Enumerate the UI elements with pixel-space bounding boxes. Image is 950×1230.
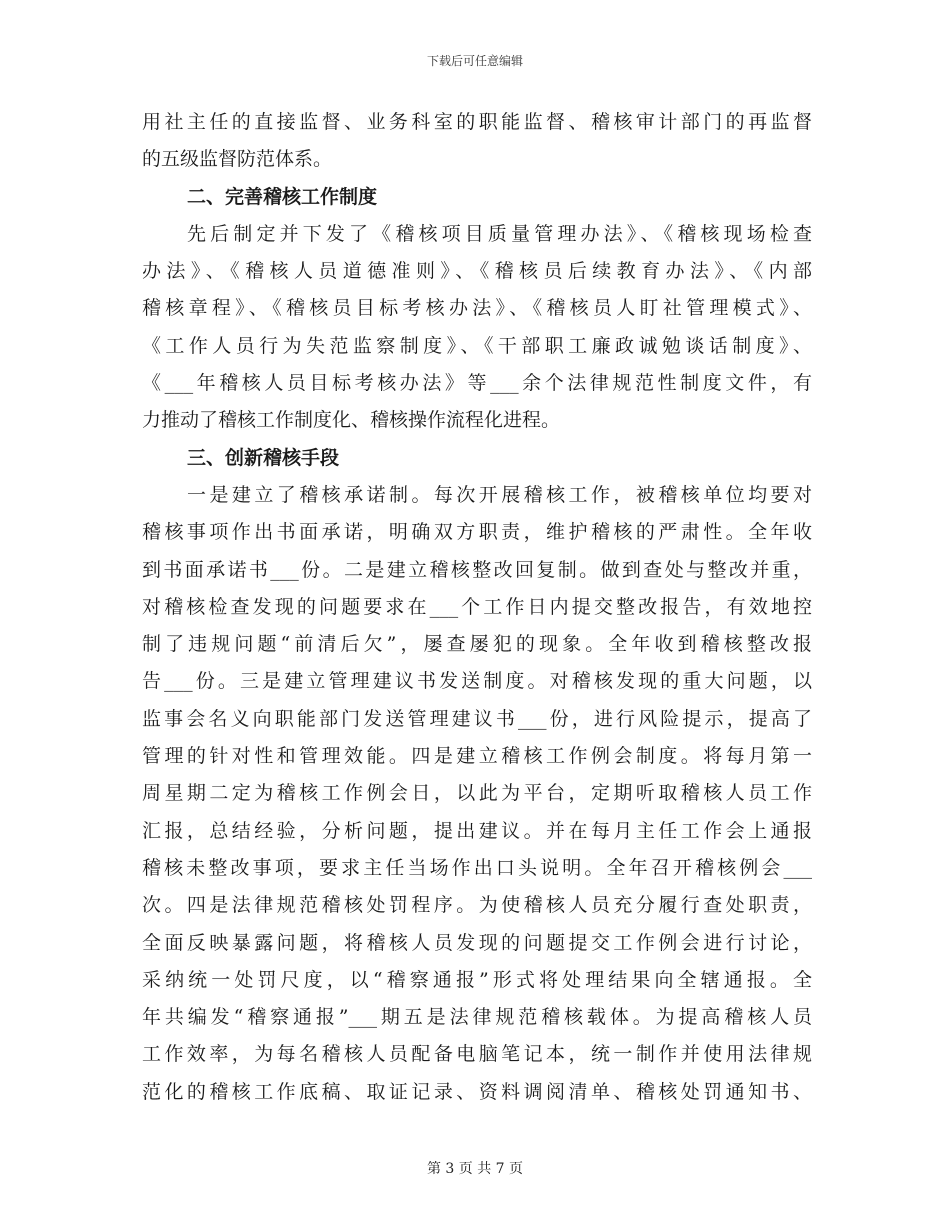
text-line: 《工作人员行为失范监察制度》、《干部职工廉政诚勉谈话制度》、 — [142, 334, 812, 357]
text-line: 一是建立了稽核承诺制。每次开展稽核工作，被稽核单位均要对 — [187, 483, 812, 506]
page-number: 第 3 页 共 7 页 — [426, 1161, 524, 1177]
section-heading: 二、完善稽核工作制度 — [187, 185, 378, 208]
text-line: 全面反映暴露问题，将稽核人员发现的问题提交工作例会进行讨论， — [142, 931, 812, 954]
document-body — [142, 104, 812, 1111]
text-line: 制了违规问题“前清后欠”，屡查屡犯的现象。全年收到稽核整改报 — [142, 633, 812, 656]
text-line: 办法》、《稽核人员道德准则》、《稽核员后续教育办法》、《内部 — [142, 260, 812, 283]
text-line: 工作效率，为每名稽核人员配备电脑笔记本，统一制作并使用法律规 — [142, 1043, 812, 1066]
section-heading: 三、创新稽核手段 — [187, 446, 340, 469]
text-line: 次。四是法律规范稽核处罚程序。为使稽核人员充分履行查处职责， — [142, 894, 812, 917]
text-line: 管理的针对性和管理效能。四是建立稽核工作例会制度。将每月第一 — [142, 745, 812, 768]
text-line: 汇报，总结经验，分析问题，提出建议。并在每月主任工作会上通报 — [142, 819, 812, 842]
text-line: 对稽核检查发现的问题要求在___个工作日内提交整改报告，有效地控 — [142, 595, 812, 618]
text-line: 用社主任的直接监督、业务科室的职能监督、稽核审计部门的再监督 — [142, 111, 812, 133]
text-line: 稽核章程》、《稽核员目标考核办法》、《稽核员人盯社管理模式》、 — [142, 297, 812, 320]
text-line: 年共编发“稽察通报”___期五是法律规范稽核载体。为提高稽核人员 — [142, 1006, 812, 1029]
text-line: 先后制定并下发了《稽核项目质量管理办法》、《稽核现场检查 — [187, 222, 812, 245]
text-line: 范化的稽核工作底稿、取证记录、资料调阅清单、稽核处罚通知书、 — [142, 1080, 812, 1103]
text-line: 采纳统一处罚尺度，以“稽察通报”形式将处理结果向全辖通报。全 — [142, 968, 812, 991]
text-line: 力推动了稽核工作制度化、稽核操作流程化进程。 — [142, 409, 561, 432]
text-line: 周星期二定为稽核工作例会日，以此为平台，定期听取稽核人员工作 — [142, 782, 812, 805]
text-line: 稽核未整改事项，要求主任当场作出口头说明。全年召开稽核例会___ — [142, 856, 812, 879]
text-line: 《___年稽核人员目标考核办法》等___余个法律规范性制度文件，有 — [142, 372, 812, 395]
text-line: 的五级监督防范体系。 — [142, 148, 333, 171]
page-header: 下载后可任意编辑 — [426, 54, 523, 68]
text-line: 监事会名义向职能部门发送管理建议书___份，进行风险提示，提高了 — [142, 707, 812, 730]
text-line: 到书面承诺书___份。二是建立稽核整改回复制。做到查处与整改并重， — [142, 558, 812, 581]
text-line: 告___份。三是建立管理建议书发送制度。对稽核发现的重大问题，以 — [142, 670, 812, 693]
text-line: 稽核事项作出书面承诺，明确双方职责，维护稽核的严肃性。全年收 — [142, 521, 812, 544]
